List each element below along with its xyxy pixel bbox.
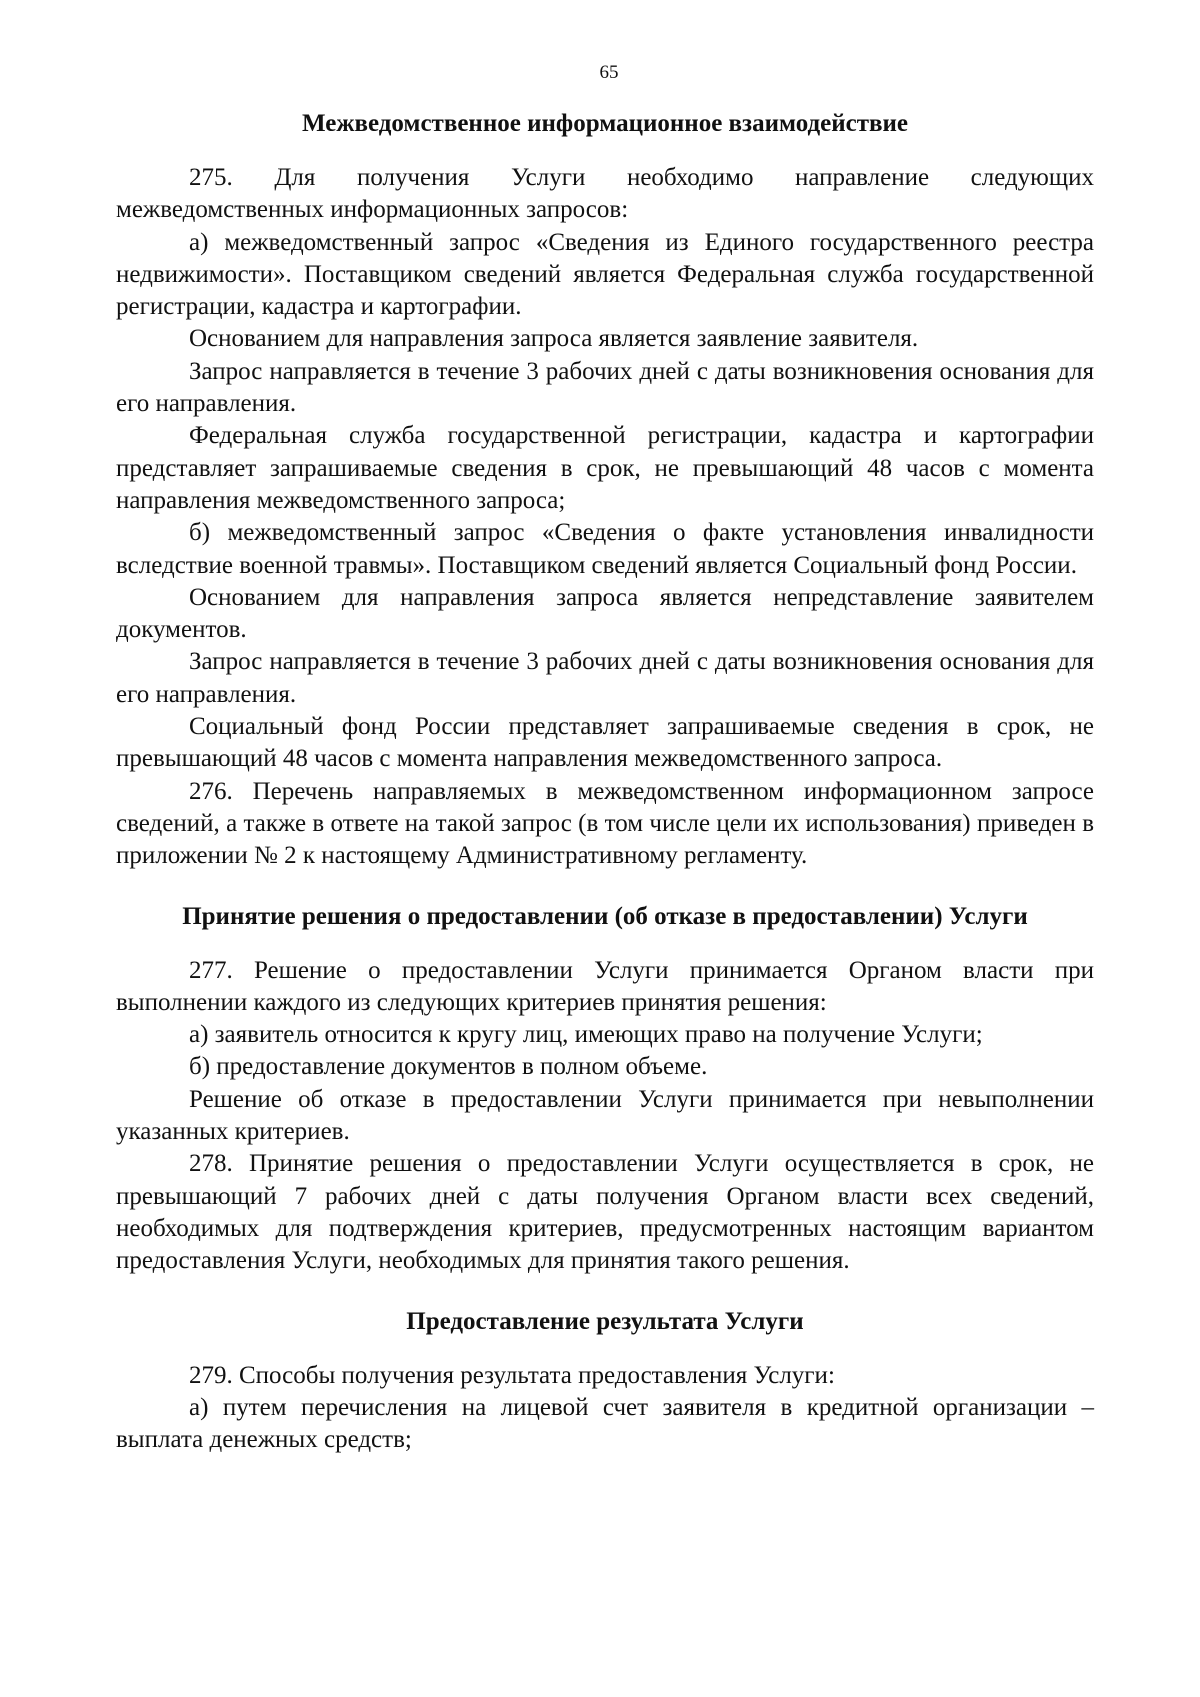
document-page — [116, 58, 1094, 1456]
paragraph-275: 275. Для получения Услуги необходимо направление следующих межведомственных информационных запросов: — [116, 164, 1094, 224]
paragraph-275-a: а) межведомственный запрос «Сведения из Единого государственного реестра недвижимости». Поставщиком сведений является Федеральная служба государственной регистрации, кадастра и картографии. — [116, 228, 1094, 321]
paragraph-277-a: а) заявитель относится к кругу лиц, имеющих право на получение Услуги; — [189, 1021, 983, 1049]
paragraph-deadline-b: Запрос направляется в течение 3 рабочих дней с даты возникновения основания для его направления. — [116, 648, 1094, 708]
paragraph-basis-a: Основанием для направления запроса является заявление заявителя. — [189, 325, 919, 353]
paragraph-response-b: Социальный фонд России представляет запрашиваемые сведения в срок, не превышающий 48 часов с момента направления межведомственного запроса. — [116, 713, 1094, 773]
paragraph-279-a: а) путем перечисления на лицевой счет заявителя в кредитной организации – выплата денежных средств; — [116, 1393, 1094, 1454]
section-heading-interagency: Межведомственное информационное взаимодействие — [302, 110, 908, 137]
paragraph-refusal: Решение об отказе в предоставлении Услуги принимается при невыполнении указанных критериев. — [116, 1085, 1094, 1146]
paragraph-278: 278. Принятие решения о предоставлении Услуги осуществляется в срок, не превышающий 7 рабочих дней с даты получения Органом власти всех сведений, необходимых для подтверждения критериев, предусмотренных настоящим вариантом предоставления Услуги, необходимых для принятия такого решения. — [116, 1150, 1094, 1275]
section-heading-decision: Принятие решения о предоставлении (об отказе в предоставлении) Услуги — [182, 902, 1028, 930]
paragraph-277-b: б) предоставление документов в полном объеме. — [189, 1053, 708, 1081]
paragraph-deadline-a: Запрос направляется в течение 3 рабочих дней с даты возникновения основания для его направления. — [116, 357, 1094, 418]
page-number: 65 — [599, 62, 619, 83]
paragraph-response-a: Федеральная служба государственной регистрации, кадастра и картографии представляет запрашиваемые сведения в срок, не превышающий 48 часов с момента направления межведомственного запроса; — [116, 422, 1094, 514]
paragraph-basis-b: Основанием для направления запроса является непредставление заявителем документов. — [116, 583, 1094, 644]
section-heading-result: Предоставление результата Услуги — [406, 1307, 804, 1335]
paragraph-275-b: б) межведомственный запрос «Сведения о факте установления инвалидности вследствие военной травмы». Поставщиком сведений является Социальный фонд России. — [116, 519, 1094, 579]
paragraph-276: 276. Перечень направляемых в межведомственном информационном запросе сведений, а также в ответе на такой запрос (в том числе цели их использования) приведен в приложении № 2 к настоящему Административному регламенту. — [116, 777, 1094, 870]
paragraph-279: 279. Способы получения результата предоставления Услуги: — [189, 1361, 835, 1389]
paragraph-277: 277. Решение о предоставлении Услуги принимается Органом власти при выполнении каждого из следующих критериев принятия решения: — [116, 956, 1094, 1016]
